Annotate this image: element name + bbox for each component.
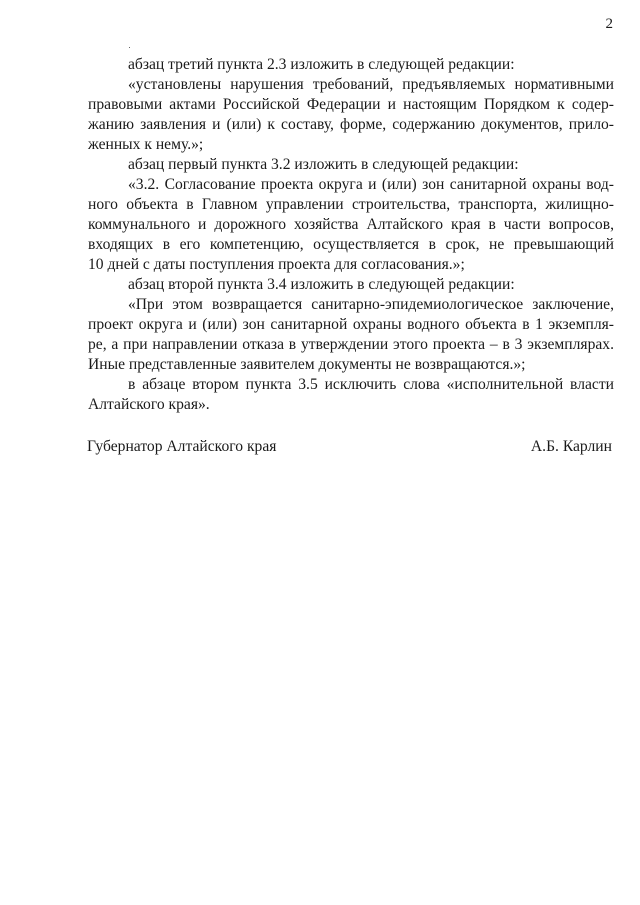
text-line-15: ре, а при направлении отказа в утверждении этого проекта – в 3 экземплярах. — [88, 336, 614, 353]
text-line-18: Алтайского края». — [88, 396, 210, 413]
text-line-06: абзац первый пункта 3.2 изложить в следующей редакции: — [128, 156, 519, 173]
signature-name: А.Б. Карлин — [530, 438, 612, 455]
text-line-11: 10 дней с даты поступления проекта для согласования.»; — [88, 256, 465, 273]
text-line-12: абзац второй пункта 3.4 изложить в следующей редакции: — [128, 276, 515, 293]
text-line-09: коммунального и дорожного хозяйства Алтайского края в части вопросов, — [88, 216, 614, 233]
text-line-08: ного объекта в Главном управлении строительства, транспорта, жилищно- — [88, 196, 614, 213]
text-line-03: правовыми актами Российской Федерации и настоящим Порядком к содер- — [88, 96, 614, 113]
text-line-14: проект округа и (или) зон санитарной охраны водного объекта в 1 экземпля- — [88, 316, 614, 333]
text-line-05: женных к нему.»; — [88, 136, 204, 153]
scan-speck — [129, 47, 130, 48]
page-number: 2 — [605, 16, 613, 32]
text-line-13: «При этом возвращается санитарно-эпидемиологическое заключение, — [128, 296, 614, 313]
text-line-01: абзац третий пункта 2.3 изложить в следующей редакции: — [128, 56, 515, 73]
text-line-02: «установлены нарушения требований, предъявляемых нормативными — [128, 76, 614, 93]
signature-title: Губернатор Алтайского края — [87, 438, 277, 455]
text-line-04: жанию заявления и (или) к составу, форме, содержанию документов, прило- — [88, 116, 614, 133]
text-line-10: входящих в его компетенцию, осуществляется в срок, не превышающий — [88, 236, 614, 253]
text-line-17: в абзаце втором пункта 3.5 исключить слова «исполнительной власти — [128, 376, 614, 393]
text-line-07: «3.2. Согласование проекта округа и (или) зон санитарной охраны вод- — [128, 176, 614, 193]
text-line-16: Иные представленные заявителем документы не возвращаются.»; — [88, 356, 526, 373]
